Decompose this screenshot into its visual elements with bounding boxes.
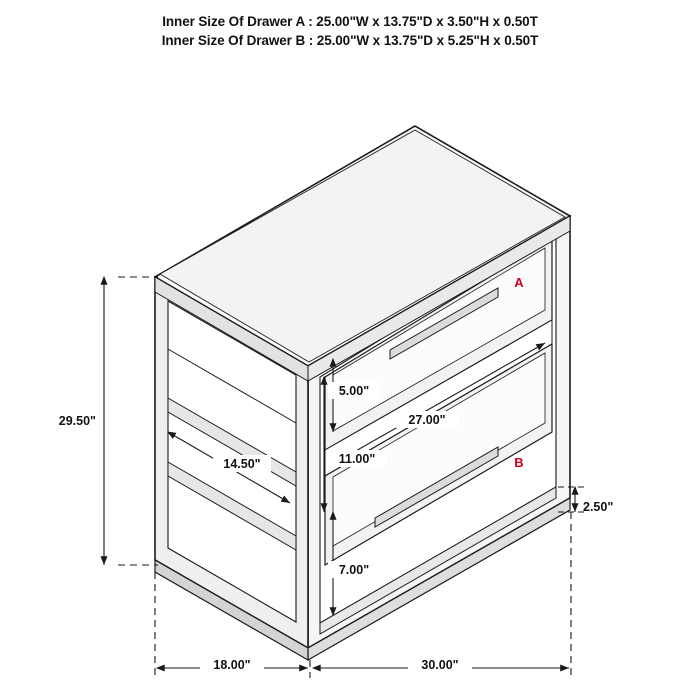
label-mid-height: 11.00" (338, 452, 376, 466)
label-lower-height: 7.00" (338, 563, 370, 577)
label-drawer-a: A (514, 275, 524, 290)
label-drawer-a-gap: 5.00" (338, 384, 370, 398)
label-depth-side: 14.50" (223, 457, 261, 471)
label-drawer-b: B (514, 455, 524, 470)
drawer-a-inner-size: Inner Size Of Drawer A : 25.00"W x 13.75"D x 3.50"H x 0.50T (162, 14, 538, 29)
label-bottom-width: 30.00" (421, 658, 459, 672)
drawer-b-inner-size: Inner Size Of Drawer B : 25.00"W x 13.75"D x 5.25"H x 0.50T (161, 33, 539, 48)
label-bottom-depth: 18.00" (213, 658, 251, 672)
label-base-height: 2.50" (583, 500, 614, 514)
label-front-width: 27.00" (408, 413, 446, 427)
label-total-height: 29.50" (58, 414, 96, 428)
